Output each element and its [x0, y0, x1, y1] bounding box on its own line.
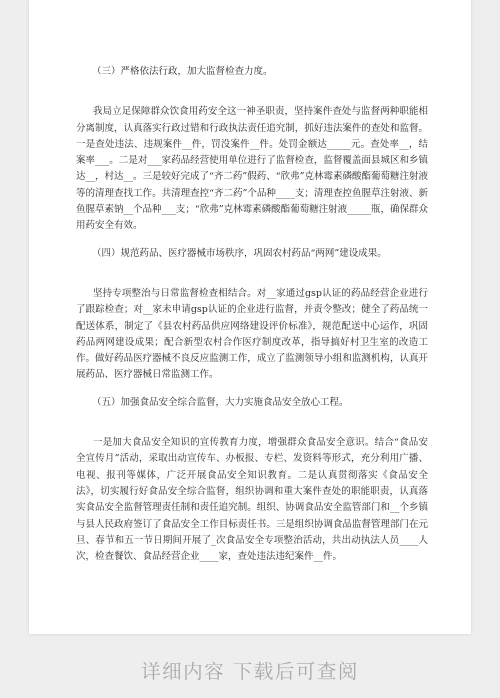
section-paragraph: 我局立足保障群众饮食用药安全这一神圣职责，坚持案件查处与监督两种职能相分离制度，认真落实行政过错和行政执法责任追究制，抓好违法案件的查处和监督。一是查处违法、违规案件__件，罚没案件__件。处罚金额达_____元。查处率__，结案率___。二是对___家药品经营使用单位进行了监督检查，监督覆盖面县城区和乡镇达__，村达__。三是较好完成了“齐二药”假药、“欣弗”克林霉素磷酸酯葡萄糖注射液等的清理查找工作。共清理查控“齐二药”个品种____支；清理查控鱼腥草注射液、新鱼腥草素钠__个品种___支；“欣弗”克林霉素磷酸酯葡萄糖注射液_____瓶，确保群众用药安全有效。	[76, 106, 428, 232]
section-paragraph: 坚持专项整治与日常监督检查相结合。对__家通过gsp认证的药品经营企业进行了跟踪检查；对__家未申请gsp认证的企业进行监督，并责令整改；健全了药品统一配送体系，制定了《县农村药品供应网络建设评价标准》，规范配送中心运作，巩固药品两网建设成果；配合新型农村合作医疗制度改革，指导搞好村卫生室的改造工作。做好药品医疗器械不良反应监测工作，成立了监测领导小组和监测机构，认真开展药品、医疗器械日常监测工作。	[76, 287, 428, 381]
section-heading: （五）加强食品安全综合监督，大力实施食品安全放心工程。	[92, 396, 349, 408]
section-heading: （三）严格依法行政，加大监督检查力度。	[92, 66, 273, 77]
section-heading: （四）规范药品、医疗器械市场秩序，巩固农村药品“两网”建设成果。	[92, 247, 387, 259]
section-paragraph: 一是加大食品安全知识的宣传教育力度，增强群众食品安全意识。结合“食品安全宣传月”活动，采取出动宣传车、办板报、专栏、发资料等形式，充分利用广播、电视、报刊等媒体，广泛开展食品安全知识教育。二是认真贯彻落实《食品安全法》，切实履行好食品安全综合监督，组织协调和重大案件查处的职能职责，认真落实食品安全监督管理责任制和责任追究制。组织、协调食品安全监管部门和__个乡镇与县人民政府签订了食品安全工作目标责任书。三是组织协调食品监督管理部门在元旦、春节和五一节日期间开展了_次食品安全专项整治活动，共出动执法人员____人次，检查餐饮、食品经营企业____家，查处违法违纪案件__件。	[76, 437, 428, 563]
document-page	[29, 0, 471, 634]
download-hint-text: 详细内容 下载后可查阅	[141, 660, 359, 683]
